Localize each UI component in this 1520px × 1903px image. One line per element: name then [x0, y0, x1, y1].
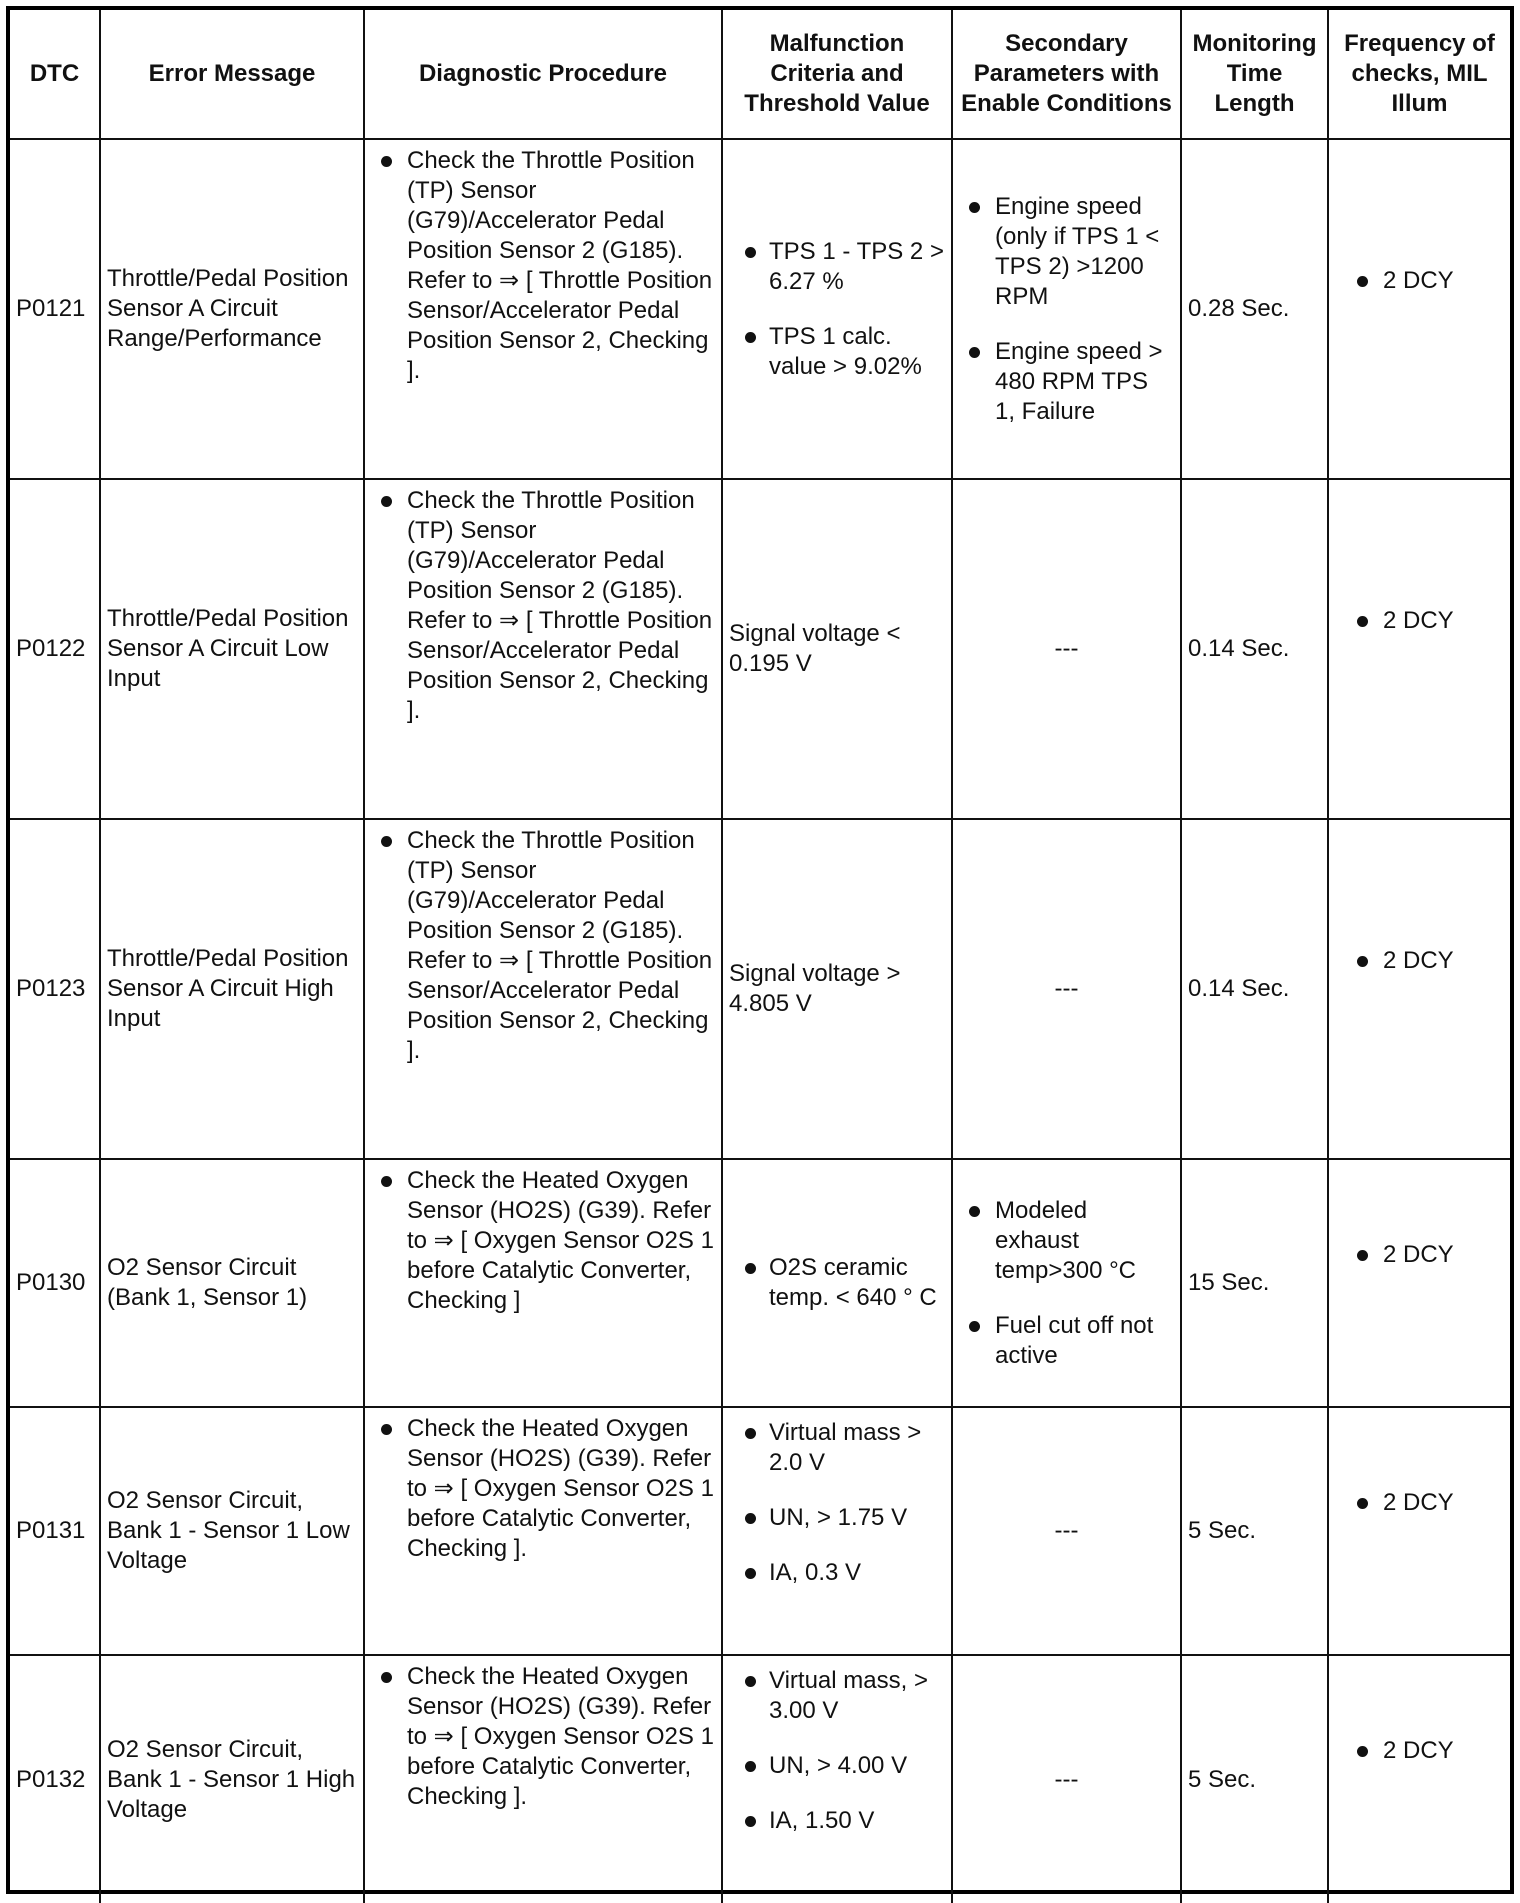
criteria-item: Virtual mass > 2.0 V	[729, 1418, 945, 1478]
header-malfunction-criteria: Malfunction Criteria and Threshold Value	[722, 10, 952, 139]
malfunction-criteria: Signal voltage < 0.195 V	[722, 479, 952, 819]
malfunction-criteria: Signal voltage > 4.805 V	[722, 819, 952, 1159]
error-message: Throttle/Pedal Position Sensor A Circuit High Input	[100, 819, 364, 1159]
error-message: O2 Sensor Circuit, Bank 1 - Sensor 1 Low Voltage	[100, 1407, 364, 1655]
header-error-message: Error Message	[100, 10, 364, 139]
dtc-code: P0130	[10, 1159, 100, 1407]
criteria-item: UN, > 1.75 V	[729, 1503, 945, 1533]
dtc-code: P0121	[10, 139, 100, 479]
criteria-item: TPS 1 calc. value > 9.02%	[729, 322, 945, 382]
frequency-item: 2 DCY	[1335, 1736, 1504, 1766]
procedure-item: Check the Heated Oxygen Sensor (HO2S) (G39). Refer to ⇒ [ Oxygen Sensor O2S 1 before Catalytic Converter, Checking ].	[371, 1414, 715, 1564]
dtc-code: P0132	[10, 1655, 100, 1903]
diagnostic-procedure	[364, 479, 722, 819]
table-row	[10, 819, 1510, 1159]
monitoring-time: 5 Sec.	[1181, 1655, 1328, 1903]
diagnostic-procedure	[364, 819, 722, 1159]
monitoring-time: 0.14 Sec.	[1181, 819, 1328, 1159]
header-frequency: Frequency of checks, MIL Illum	[1328, 10, 1510, 139]
criteria-item: Virtual mass, > 3.00 V	[729, 1666, 945, 1726]
dtc-table	[10, 10, 1510, 1903]
error-message: O2 Sensor Circuit (Bank 1, Sensor 1)	[100, 1159, 364, 1407]
dtc-code: P0131	[10, 1407, 100, 1655]
header-monitoring-time: Monitoring Time Length	[1181, 10, 1328, 139]
frequency-item: 2 DCY	[1335, 1488, 1504, 1518]
secondary-item: Fuel cut off not active	[959, 1311, 1174, 1371]
procedure-item: Check the Heated Oxygen Sensor (HO2S) (G39). Refer to ⇒ [ Oxygen Sensor O2S 1 before Catalytic Converter, Checking ]	[371, 1166, 715, 1316]
secondary-parameters	[952, 139, 1181, 479]
secondary-item: Engine speed (only if TPS 1 < TPS 2) >1200 RPM	[959, 192, 1174, 312]
procedure-item: Check the Throttle Position (TP) Sensor (G79)/Accelerator Pedal Position Sensor 2 (G185). Refer to ⇒ [ Throttle Position Sensor/Accelerator Pedal Position Sensor 2, Checking ].	[371, 826, 715, 1066]
criteria-item: O2S ceramic temp. < 640 ° C	[729, 1253, 945, 1313]
header-dtc: DTC	[10, 10, 100, 139]
monitoring-time: 5 Sec.	[1181, 1407, 1328, 1655]
diagnostic-procedure	[364, 139, 722, 479]
secondary-item: Modeled exhaust temp>300 °C	[959, 1196, 1174, 1286]
error-message: Throttle/Pedal Position Sensor A Circuit Low Input	[100, 479, 364, 819]
secondary-parameters: ---	[952, 819, 1181, 1159]
secondary-parameters: ---	[952, 1655, 1181, 1903]
malfunction-criteria	[722, 139, 952, 479]
table-row	[10, 1407, 1510, 1655]
secondary-parameters: ---	[952, 479, 1181, 819]
criteria-item: IA, 1.50 V	[729, 1806, 945, 1836]
dtc-code: P0123	[10, 819, 100, 1159]
table-row	[10, 479, 1510, 819]
frequency	[1328, 819, 1510, 1159]
header-diagnostic-procedure: Diagnostic Procedure	[364, 10, 722, 139]
error-message: O2 Sensor Circuit, Bank 1 - Sensor 1 High Voltage	[100, 1655, 364, 1903]
monitoring-time: 0.28 Sec.	[1181, 139, 1328, 479]
malfunction-criteria	[722, 1655, 952, 1903]
secondary-parameters	[952, 1159, 1181, 1407]
criteria-item: TPS 1 - TPS 2 > 6.27 %	[729, 237, 945, 297]
dtc-table-page	[6, 6, 1514, 1894]
procedure-item: Check the Throttle Position (TP) Sensor (G79)/Accelerator Pedal Position Sensor 2 (G185). Refer to ⇒ [ Throttle Position Sensor/Accelerator Pedal Position Sensor 2, Checking ].	[371, 146, 715, 386]
malfunction-criteria	[722, 1159, 952, 1407]
criteria-item: UN, > 4.00 V	[729, 1751, 945, 1781]
table-row	[10, 1655, 1510, 1903]
procedure-item: Check the Throttle Position (TP) Sensor (G79)/Accelerator Pedal Position Sensor 2 (G185). Refer to ⇒ [ Throttle Position Sensor/Accelerator Pedal Position Sensor 2, Checking ].	[371, 486, 715, 726]
diagnostic-procedure	[364, 1407, 722, 1655]
frequency-item: 2 DCY	[1335, 266, 1504, 296]
criteria-item: IA, 0.3 V	[729, 1558, 945, 1588]
diagnostic-procedure	[364, 1159, 722, 1407]
malfunction-criteria	[722, 1407, 952, 1655]
dtc-code: P0122	[10, 479, 100, 819]
frequency	[1328, 479, 1510, 819]
frequency	[1328, 1407, 1510, 1655]
table-row	[10, 1159, 1510, 1407]
monitoring-time: 0.14 Sec.	[1181, 479, 1328, 819]
error-message: Throttle/Pedal Position Sensor A Circuit Range/Performance	[100, 139, 364, 479]
frequency-item: 2 DCY	[1335, 606, 1504, 636]
frequency	[1328, 1655, 1510, 1903]
table-row	[10, 139, 1510, 479]
frequency-item: 2 DCY	[1335, 946, 1504, 976]
header-row	[10, 10, 1510, 139]
monitoring-time: 15 Sec.	[1181, 1159, 1328, 1407]
frequency	[1328, 139, 1510, 479]
frequency	[1328, 1159, 1510, 1407]
procedure-item: Check the Heated Oxygen Sensor (HO2S) (G39). Refer to ⇒ [ Oxygen Sensor O2S 1 before Catalytic Converter, Checking ].	[371, 1662, 715, 1812]
diagnostic-procedure	[364, 1655, 722, 1903]
header-secondary-parameters: Secondary Parameters with Enable Conditions	[952, 10, 1181, 139]
secondary-parameters: ---	[952, 1407, 1181, 1655]
secondary-item: Engine speed > 480 RPM TPS 1, Failure	[959, 337, 1174, 427]
frequency-item: 2 DCY	[1335, 1240, 1504, 1270]
